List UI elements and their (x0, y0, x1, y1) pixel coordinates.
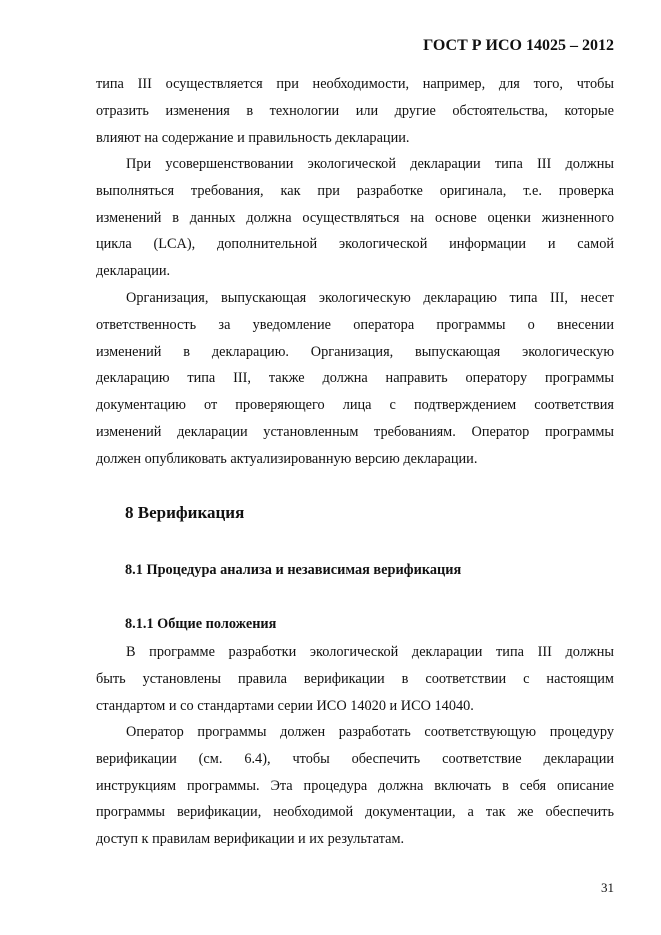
text-line: ответственность за уведомление оператора программы о внесении (96, 316, 614, 333)
section-heading: 8 Верификация (125, 503, 245, 522)
text-line: инструкциям программы. Эта процедура должна включать в себя описание (96, 777, 614, 794)
text-line: верификации (см. 6.4), чтобы обеспечить соответствие декларации (96, 750, 614, 767)
paragraph-2 (96, 151, 614, 285)
text-line: изменений в декларацию. Организация, выпускающая экологическую (96, 343, 614, 360)
paragraph-1 (96, 71, 614, 151)
text-line: декларации. (96, 263, 171, 280)
document-header: ГОСТ Р ИСО 14025 – 2012 (423, 37, 614, 54)
text-line: При усовершенствовании экологической декларации типа III должны (126, 156, 614, 172)
text-line: изменений в данных должна осуществляться на основе оценки жизненного (96, 209, 614, 226)
text-line: отразить изменения в технологии или другие обстоятельства, которые (96, 102, 614, 119)
text-line: быть установлены правила верификации в соответствии с настоящим (96, 670, 614, 687)
paragraph-4 (96, 639, 614, 719)
text-line: документацию от проверяющего лица с подтверждением соответствия (96, 397, 614, 414)
text-line: влияют на содержание и правильность декларации. (96, 129, 410, 146)
text-line: типа III осуществляется при необходимости, например, для того, чтобы (96, 76, 614, 92)
subsection-heading: 8.1 Процедура анализа и независимая верификация (125, 562, 462, 578)
text-line: выполняться требования, как при разработке оригинала, т.е. проверка (96, 182, 614, 199)
subsubsection-heading: 8.1.1 Общие положения (125, 616, 277, 632)
text-line: должен опубликовать актуализированную версию декларации. (96, 450, 478, 467)
text-line: доступ к правилам верификации и их результатам. (96, 831, 405, 848)
text-line: В программе разработки экологической декларации типа III должны (126, 644, 614, 660)
text-line: программы верификации, необходимой документации, а так же обеспечить (96, 804, 614, 821)
text-line: стандартом и со стандартами серии ИСО 14020 и ИСО 14040. (96, 697, 474, 714)
text-line: Оператор программы должен разработать соответствующую процедуру (126, 724, 614, 740)
paragraph-5 (96, 719, 614, 853)
text-line: изменений декларации установленным требованиям. Оператор программы (96, 423, 614, 440)
paragraph-3 (96, 285, 614, 473)
text-line: Организация, выпускающая экологическую декларацию типа III, несет (126, 290, 614, 306)
text-line: цикла (LCA), дополнительной экологической информации и самой (96, 236, 614, 253)
page-number: 31 (601, 880, 614, 895)
text-line: декларацию типа III, также должна направить оператору программы (96, 370, 614, 387)
